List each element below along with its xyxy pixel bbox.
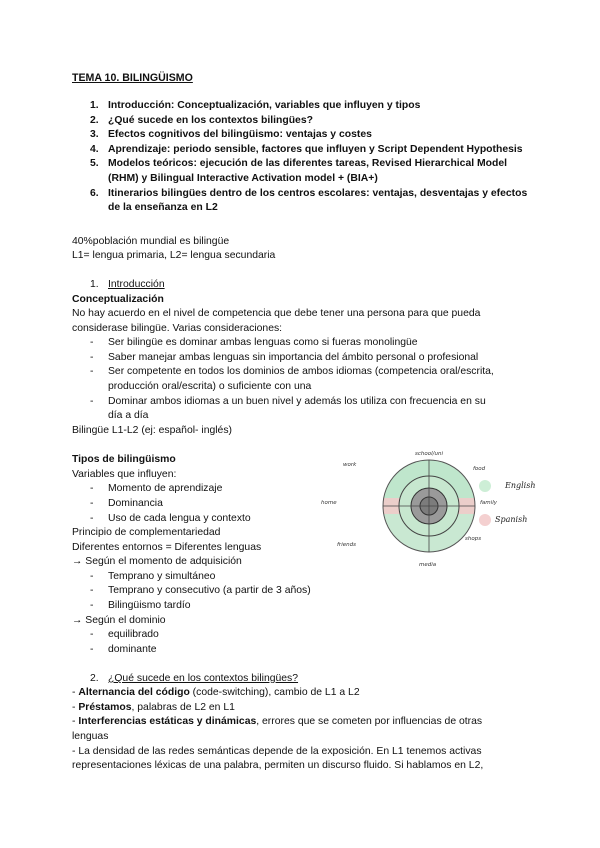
legend-label: English: [505, 481, 536, 490]
table-of-contents: [72, 99, 532, 216]
list-item: - Interferencias estáticas y dinámicas, errores que se cometen por influencias de otras: [72, 716, 483, 727]
entornos-line: Diferentes entornos = Diferentes lenguas: [72, 542, 262, 553]
toc-item: 4. Aprendizaje: periodo sensible, factores que influyen y Script Dependent Hypothesis: [90, 143, 523, 155]
example-line: Bilingüe L1-L2 (ej: español- inglés): [72, 425, 232, 436]
bullet-dash: -: [90, 571, 94, 582]
bullet-dash: -: [90, 585, 94, 596]
diagram-label: work: [343, 462, 357, 468]
section-number: 1.: [90, 279, 99, 290]
diagram-label: home: [321, 500, 337, 506]
bullet-text: Saber manejar ambas lenguas sin importancia del ámbito personal o profesional: [108, 352, 479, 363]
section-heading: ¿Qué sucede en los contextos bilingües?: [108, 673, 299, 684]
diagram-label: family: [480, 500, 497, 506]
section-number: 2.: [90, 673, 99, 684]
paragraph-line: - La densidad de las redes semánticas depende de la exposición. En L1 tenemos activas: [72, 746, 482, 757]
list-item: - Alternancia del código (code-switching), cambio de L1 a L2: [72, 687, 360, 698]
subheading: Tipos de bilingüismo: [72, 454, 176, 465]
bullet-text: producción oral/escrita) o suficiente con una: [108, 381, 312, 392]
bullet-dash: -: [90, 352, 94, 363]
paragraph-line: considerase bilingüe. Varias consideraciones:: [72, 323, 283, 334]
page-title: TEMA 10. BILINGÜISMO: [72, 72, 193, 84]
toc-item: 1. Introducción: Conceptualización, variables que influyen y tipos: [90, 100, 421, 111]
paragraph-line: representaciones léxicas de una palabra, permiten un discurso fluido. Si hablamos en L2,: [72, 760, 484, 771]
paragraph-line: No hay acuerdo en el nivel de competencia que debe tener una persona para que pueda: [72, 308, 481, 319]
diagram-label: media: [419, 562, 437, 568]
subheading: Conceptualización: [72, 294, 164, 305]
language-domains-diagram: [315, 448, 555, 573]
diagram-label: shops: [465, 536, 482, 542]
bullet-text: Ser bilingüe es dominar ambas lenguas como si fueras monolingüe: [108, 337, 418, 348]
toc-item: 6. Itinerarios bilingües dentro de los centros escolares: ventajas, desventajas y efectos de la enseñanza en L2: [90, 187, 528, 214]
bullet-text: equilibrado: [108, 629, 159, 640]
bullet-text: Dominar ambos idiomas a un buen nivel y además los utiliza con frecuencia en su: [108, 396, 486, 407]
bullet-text: Bilingüismo tardío: [108, 600, 191, 611]
spanish-legend-swatch: [479, 514, 491, 526]
diagram-label: school/uni: [415, 451, 443, 457]
bullet-text: Momento de aprendizaje: [108, 483, 223, 494]
principle-line: Principio de complementariedad: [72, 527, 221, 538]
adquisicion-label: → Según el momento de adquisición: [72, 556, 242, 567]
toc-item: 5. Modelos teóricos: ejecución de las diferentes tareas, Revised Hierarchical Model (RHM) y Bilingual Interactive Activation model + (BIA+): [90, 158, 508, 184]
bullet-dash: -: [90, 644, 94, 655]
diagram-label: food: [473, 466, 486, 472]
bullet-text: dominante: [108, 644, 157, 655]
bullet-dash: -: [90, 483, 94, 494]
toc-item: 2. ¿Qué sucede en los contextos bilingües?: [90, 114, 313, 126]
dominio-label: → Según el dominio: [72, 615, 166, 626]
fact-line: L1= lengua primaria, L2= lengua secundaria: [72, 250, 276, 261]
english-legend-swatch: [479, 480, 491, 492]
legend-label: Spanish: [495, 515, 528, 524]
toc-item: 3. Efectos cognitivos del bilingüismo: ventajas y costes: [90, 129, 372, 141]
bullet-text: Temprano y simultáneo: [108, 571, 216, 582]
list-item: - Préstamos, palabras de L2 en L1: [72, 702, 235, 713]
bullet-text: Ser competente en todos los dominios de ambos idiomas (competencia oral/escrita,: [108, 366, 494, 377]
bullet-text: Dominancia: [108, 498, 163, 509]
diagram-label: friends: [337, 542, 356, 548]
bullet-dash: -: [90, 337, 94, 348]
bullet-dash: -: [90, 498, 94, 509]
bullet-text: día a día: [108, 410, 149, 421]
paragraph-line: lenguas: [72, 731, 109, 742]
bullet-dash: -: [90, 600, 94, 611]
bullet-dash: -: [90, 396, 94, 407]
bullet-dash: -: [90, 513, 94, 524]
bullet-text: Uso de cada lengua y contexto: [108, 513, 251, 524]
domain-circle: [383, 460, 475, 552]
bullet-dash: -: [90, 629, 94, 640]
variables-label: Variables que influyen:: [72, 469, 177, 480]
bullet-text: Temprano y consecutivo (a partir de 3 años): [108, 585, 311, 596]
fact-line: 40%población mundial es bilingüe: [72, 236, 230, 247]
section-heading: Introducción: [108, 279, 165, 290]
bullet-dash: -: [90, 366, 94, 377]
